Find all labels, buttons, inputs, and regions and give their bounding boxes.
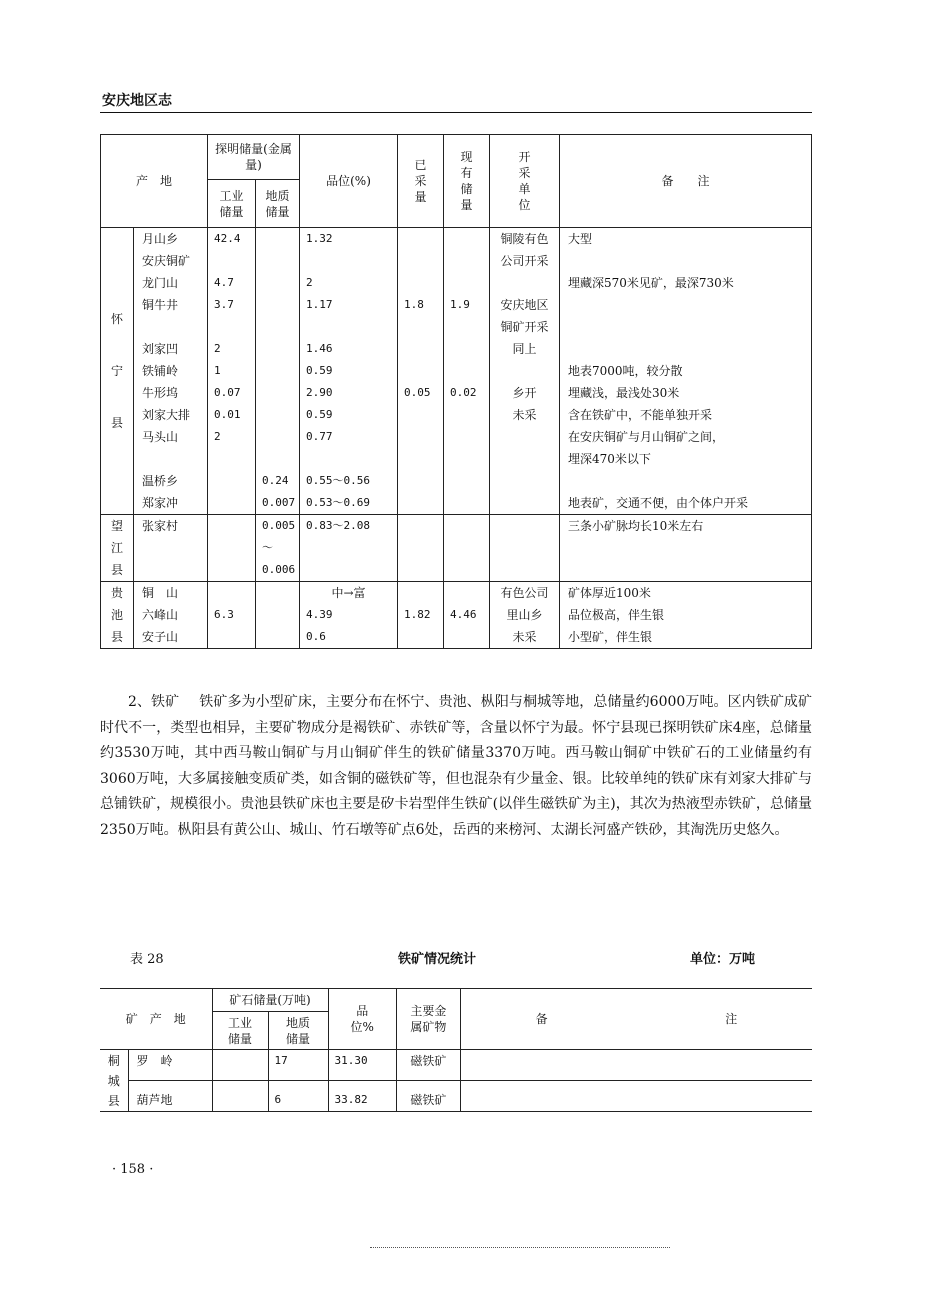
geological-cell xyxy=(256,272,300,294)
operator-cell xyxy=(490,492,560,515)
table-row xyxy=(101,537,812,559)
note-cell: 小型矿，伴生银 xyxy=(560,626,812,649)
table-row xyxy=(101,582,812,605)
industrial-cell: 0.01 xyxy=(208,404,256,426)
table-row xyxy=(100,1050,812,1081)
note-cell xyxy=(560,537,812,559)
operator-cell: 乡开 xyxy=(490,382,560,404)
mined-cell xyxy=(398,228,444,251)
header-reserves: 探明储量(金属量) xyxy=(208,135,299,180)
page-number: · 158 · xyxy=(112,1162,154,1177)
operator-cell xyxy=(490,470,560,492)
header-operator: 开采单位 xyxy=(490,135,560,228)
remaining-cell: 1.9 xyxy=(444,294,490,316)
table-row xyxy=(101,515,812,538)
mined-cell xyxy=(398,470,444,492)
header-place: 矿 产 地 xyxy=(100,989,212,1050)
note-cell xyxy=(560,250,812,272)
geological-cell xyxy=(256,316,300,338)
note-cell xyxy=(460,1050,812,1081)
mined-cell: 1.82 xyxy=(398,604,444,626)
industrial-cell: 2 xyxy=(208,426,256,448)
header-remaining: 现有储量 xyxy=(444,135,490,228)
iron-ore-table xyxy=(100,988,812,1112)
mined-cell xyxy=(398,426,444,448)
table-title: 铁矿情况统计 xyxy=(398,952,477,967)
industrial-cell xyxy=(208,626,256,649)
operator-cell xyxy=(490,360,560,382)
county-label: 望江县 xyxy=(101,515,134,582)
industrial-cell xyxy=(208,316,256,338)
geological-cell xyxy=(256,360,300,382)
site-cell xyxy=(134,316,208,338)
grade-cell: 0.77 xyxy=(300,426,398,448)
header-place: 产 地 xyxy=(101,135,208,228)
geological-cell: 0.005 xyxy=(256,515,300,538)
grade-cell: 2.90 xyxy=(300,382,398,404)
table-row xyxy=(101,294,812,316)
mined-cell xyxy=(398,582,444,605)
table-row xyxy=(101,448,812,470)
note-cell: 在安庆铜矿与月山铜矿之间， xyxy=(560,426,812,448)
table-row xyxy=(101,604,812,626)
site-cell: 铜牛井 xyxy=(134,294,208,316)
industrial-cell: 2 xyxy=(208,338,256,360)
industrial-cell: 3.7 xyxy=(208,294,256,316)
table-number: 表 28 xyxy=(130,952,164,967)
table-row xyxy=(101,492,812,515)
note-cell: 埋藏深570米见矿，最深730米 xyxy=(560,272,812,294)
remaining-cell xyxy=(444,360,490,382)
geological-cell: 17 xyxy=(268,1050,328,1081)
site-cell: 铁铺岭 xyxy=(134,360,208,382)
grade-cell: 0.83～2.08 xyxy=(300,515,398,538)
header-grade: 品位(%) xyxy=(300,135,398,228)
geological-cell: 0.007 xyxy=(256,492,300,515)
grade-cell: 31.30 xyxy=(328,1050,396,1081)
grade-cell: 0.59 xyxy=(300,360,398,382)
remaining-cell xyxy=(444,470,490,492)
mined-cell xyxy=(398,316,444,338)
grade-cell xyxy=(300,250,398,272)
mined-cell xyxy=(398,537,444,559)
site-cell: 张家村 xyxy=(134,515,208,538)
remaining-cell xyxy=(444,250,490,272)
county-label: 怀宁县 xyxy=(101,228,134,515)
mined-cell xyxy=(398,360,444,382)
table-row xyxy=(100,1081,812,1112)
site-cell: 六峰山 xyxy=(134,604,208,626)
mineral-cell: 磁铁矿 xyxy=(396,1081,460,1112)
remaining-cell xyxy=(444,228,490,251)
grade-cell: 1.46 xyxy=(300,338,398,360)
remaining-cell xyxy=(444,338,490,360)
site-cell: 刘家凹 xyxy=(134,338,208,360)
copper-ore-table xyxy=(100,134,812,649)
note-cell: 含在铁矿中，不能单独开采 xyxy=(560,404,812,426)
remaining-cell xyxy=(444,515,490,538)
industrial-cell xyxy=(208,537,256,559)
remaining-cell xyxy=(444,316,490,338)
header-reserves: 矿石储量(万吨) xyxy=(213,989,328,1012)
geological-cell xyxy=(256,250,300,272)
mined-cell xyxy=(398,626,444,649)
geological-cell xyxy=(256,604,300,626)
note-cell xyxy=(560,294,812,316)
grade-cell: 1.17 xyxy=(300,294,398,316)
remaining-cell xyxy=(444,492,490,515)
operator-cell: 同上 xyxy=(490,338,560,360)
header-grade: 品位% xyxy=(328,989,396,1050)
industrial-cell: 4.7 xyxy=(208,272,256,294)
grade-cell: 2 xyxy=(300,272,398,294)
grade-cell: 33.82 xyxy=(328,1081,396,1112)
operator-cell xyxy=(490,515,560,538)
table-row xyxy=(101,470,812,492)
table-row xyxy=(101,426,812,448)
grade-cell: 0.53～0.69 xyxy=(300,492,398,515)
grade-cell xyxy=(300,448,398,470)
remaining-cell xyxy=(444,537,490,559)
geological-cell: 6 xyxy=(268,1081,328,1112)
operator-cell: 有色公司 xyxy=(490,582,560,605)
geological-cell: ～ xyxy=(256,537,300,559)
page-header-title: 安庆地区志 xyxy=(102,93,172,109)
operator-cell: 里山乡 xyxy=(490,604,560,626)
site-cell: 龙门山 xyxy=(134,272,208,294)
site-cell: 月山乡 xyxy=(134,228,208,251)
site-cell: 刘家大排 xyxy=(134,404,208,426)
remaining-cell xyxy=(444,559,490,582)
site-cell: 罗 岭 xyxy=(128,1050,212,1081)
site-cell: 安庆铜矿 xyxy=(134,250,208,272)
table-row xyxy=(101,360,812,382)
site-cell: 安子山 xyxy=(134,626,208,649)
header-notes: 备 注 xyxy=(560,135,812,228)
header-industrial: 工业储量 xyxy=(213,1012,269,1049)
table-unit: 单位：万吨 xyxy=(690,952,756,967)
note-cell xyxy=(560,470,812,492)
header-note-a: 备 xyxy=(535,1012,548,1026)
table-row xyxy=(101,404,812,426)
site-cell: 牛形坞 xyxy=(134,382,208,404)
note-cell xyxy=(560,316,812,338)
grade-cell: 1.32 xyxy=(300,228,398,251)
site-cell: 铜 山 xyxy=(134,582,208,605)
operator-cell xyxy=(490,272,560,294)
header-industrial: 工业储量 xyxy=(208,180,256,227)
grade-cell: 4.39 xyxy=(300,604,398,626)
operator-cell xyxy=(490,426,560,448)
geological-cell xyxy=(256,582,300,605)
table-header-row xyxy=(101,135,812,228)
operator-cell: 铜陵有色 xyxy=(490,228,560,251)
mined-cell xyxy=(398,338,444,360)
header-rule xyxy=(100,112,812,113)
table-row xyxy=(101,338,812,360)
operator-cell xyxy=(490,448,560,470)
table-header-row xyxy=(100,989,812,1050)
header-notes xyxy=(460,989,812,1050)
remaining-cell xyxy=(444,272,490,294)
site-cell xyxy=(134,448,208,470)
header-note-b: 注 xyxy=(725,1012,738,1026)
remaining-cell xyxy=(444,626,490,649)
geological-cell xyxy=(256,626,300,649)
site-cell xyxy=(134,559,208,582)
note-cell xyxy=(560,338,812,360)
remaining-cell: 0.02 xyxy=(444,382,490,404)
mined-cell xyxy=(398,515,444,538)
site-cell: 郑家冲 xyxy=(134,492,208,515)
industrial-cell xyxy=(212,1050,268,1081)
grade-cell: 0.59 xyxy=(300,404,398,426)
note-cell: 三条小矿脉均长10米左右 xyxy=(560,515,812,538)
paragraph-lead: 2、铁矿 xyxy=(128,694,180,710)
operator-cell: 铜矿开采 xyxy=(490,316,560,338)
site-cell: 葫芦地 xyxy=(128,1081,212,1112)
industrial-cell: 6.3 xyxy=(208,604,256,626)
industrial-cell xyxy=(208,250,256,272)
header-mined: 已采量 xyxy=(398,135,444,228)
geological-cell xyxy=(256,338,300,360)
grade-cell: 0.55～0.56 xyxy=(300,470,398,492)
table-row xyxy=(101,272,812,294)
industrial-cell xyxy=(208,582,256,605)
note-cell: 地表7000吨，较分散 xyxy=(560,360,812,382)
site-cell xyxy=(134,537,208,559)
remaining-cell xyxy=(444,582,490,605)
header-mineral: 主要金属矿物 xyxy=(396,989,460,1050)
table-row xyxy=(101,250,812,272)
operator-cell xyxy=(490,559,560,582)
geological-cell xyxy=(256,404,300,426)
remaining-cell xyxy=(444,404,490,426)
note-cell xyxy=(560,559,812,582)
note-cell: 埋藏浅，最浅处30米 xyxy=(560,382,812,404)
grade-cell xyxy=(300,559,398,582)
industrial-cell xyxy=(208,448,256,470)
table-row xyxy=(101,316,812,338)
mined-cell xyxy=(398,492,444,515)
paragraph-text: 铁矿多为小型矿床，主要分布在怀宁、贵池、枞阳与桐城等地，总储量约6000万吨。区内铁矿成矿时代不一，类型也相异，主要矿物成分是褐铁矿、赤铁矿等，含量以怀宁为最。怀宁县现已探明铁矿床4座，总储量约3530万吨，其中西马鞍山铜矿与月山铜矿伴生的铁矿储量3370万吨。西马鞍山铜矿中铁矿石的工业储量约有3060万吨，大多属接触变质矿类，如含铜的磁铁矿等，但也混杂有少量金、银。比较单纯的铁矿床有刘家大排矿与总铺铁矿，规模很小。贵池县铁矿床也主要是矽卡岩型伴生铁矿(以伴生磁铁矿为主)，其次为热液型赤铁矿，总储量2350万吨。枞阳县有黄公山、城山、竹石墩等矿点6处，岳西的来榜河、太湖长河盛产铁砂，其淘洗历史悠久。 xyxy=(100,694,812,838)
geological-cell xyxy=(256,426,300,448)
geological-cell: 0.24 xyxy=(256,470,300,492)
table-row xyxy=(101,228,812,251)
industrial-cell xyxy=(208,515,256,538)
operator-cell: 未采 xyxy=(490,404,560,426)
mined-cell xyxy=(398,404,444,426)
remaining-cell xyxy=(444,426,490,448)
county-label: 桐城县 xyxy=(100,1050,128,1112)
note-cell xyxy=(460,1081,812,1112)
scan-artifact-line xyxy=(370,1247,670,1248)
remaining-cell xyxy=(444,448,490,470)
header-geological: 地质储量 xyxy=(265,188,290,219)
grade-cell: 中→富 xyxy=(300,582,398,605)
geological-cell xyxy=(256,228,300,251)
mined-cell xyxy=(398,448,444,470)
operator-cell: 安庆地区 xyxy=(490,294,560,316)
grade-cell xyxy=(300,316,398,338)
mined-cell xyxy=(398,559,444,582)
note-cell: 地表矿，交通不便，由个体户开采 xyxy=(560,492,812,515)
operator-cell: 公司开采 xyxy=(490,250,560,272)
industrial-cell: 0.07 xyxy=(208,382,256,404)
industrial-cell xyxy=(212,1081,268,1112)
site-cell: 温桥乡 xyxy=(134,470,208,492)
industrial-cell xyxy=(208,470,256,492)
industrial-cell: 1 xyxy=(208,360,256,382)
industrial-cell xyxy=(208,492,256,515)
mined-cell xyxy=(398,272,444,294)
remaining-cell: 4.46 xyxy=(444,604,490,626)
table-row xyxy=(101,382,812,404)
site-cell: 马头山 xyxy=(134,426,208,448)
mined-cell: 0.05 xyxy=(398,382,444,404)
iron-ore-paragraph xyxy=(100,690,812,843)
note-cell: 矿体厚近100米 xyxy=(560,582,812,605)
county-label: 贵池县 xyxy=(101,582,134,649)
operator-cell xyxy=(490,537,560,559)
grade-cell xyxy=(300,537,398,559)
grade-cell: 0.6 xyxy=(300,626,398,649)
table-row xyxy=(101,626,812,649)
header-geological: 地质储量 xyxy=(285,1015,310,1046)
operator-cell: 未采 xyxy=(490,626,560,649)
geological-cell xyxy=(256,448,300,470)
note-cell: 埋深470米以下 xyxy=(560,448,812,470)
note-cell: 大型 xyxy=(560,228,812,251)
industrial-cell: 42.4 xyxy=(208,228,256,251)
note-cell: 品位极高，伴生银 xyxy=(560,604,812,626)
industrial-cell xyxy=(208,559,256,582)
geological-cell: 0.006 xyxy=(256,559,300,582)
mineral-cell: 磁铁矿 xyxy=(396,1050,460,1081)
geological-cell xyxy=(256,294,300,316)
mined-cell: 1.8 xyxy=(398,294,444,316)
table-row xyxy=(101,559,812,582)
geological-cell xyxy=(256,382,300,404)
mined-cell xyxy=(398,250,444,272)
